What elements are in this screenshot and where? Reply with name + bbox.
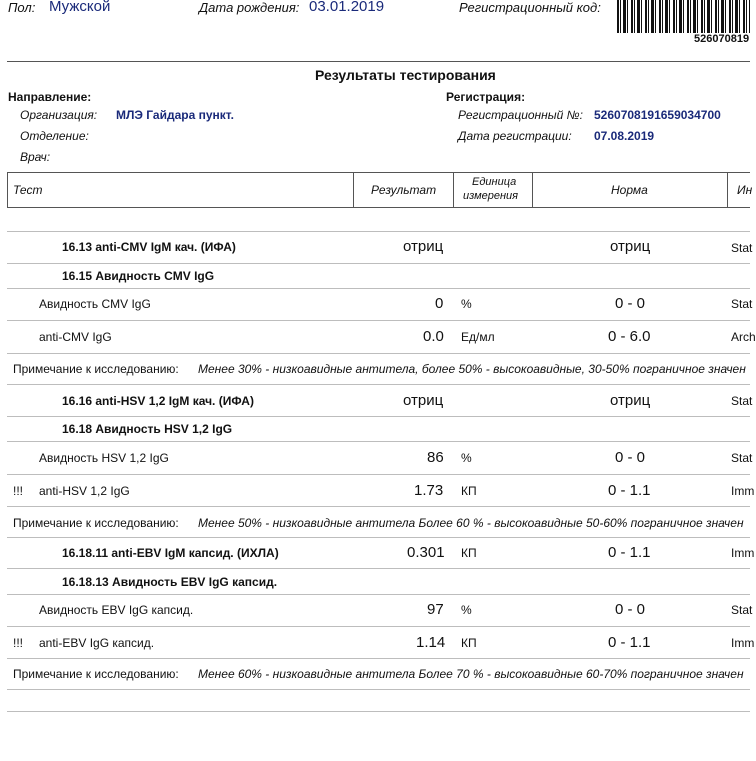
- test-name: 16.18 Авидность HSV 1,2 IgG: [62, 422, 233, 436]
- direction-label: Направление:: [8, 90, 92, 104]
- doctor-label: Врач:: [20, 150, 51, 164]
- test-name: anti-EBV IgG капсид.: [39, 636, 155, 650]
- test-result: 0: [435, 295, 444, 312]
- test-norm: 0 - 1.1: [608, 482, 651, 499]
- test-unit: КП: [461, 484, 477, 498]
- test-result: отриц: [403, 392, 444, 409]
- col-header-result: Результат: [371, 183, 437, 197]
- test-extra: Imm: [731, 484, 755, 498]
- dob-value: 03.01.2019: [309, 0, 385, 15]
- test-extra: Imm: [731, 636, 755, 650]
- test-name: 16.18.13 Авидность EBV IgG капсид.: [62, 575, 278, 589]
- barcode-number: 526070819: [694, 33, 750, 45]
- test-norm: 0 - 0: [615, 601, 646, 618]
- test-unit: КП: [461, 636, 477, 650]
- dob-label: Дата рождения:: [199, 0, 300, 15]
- test-result: 86: [427, 449, 444, 466]
- test-result: 0.0: [423, 328, 444, 345]
- table-header-top-border: [7, 172, 750, 173]
- note-label: Примечание к исследованию:: [13, 516, 179, 530]
- test-name: 16.16 anti-HSV 1,2 IgM кач. (ИФА): [62, 394, 254, 408]
- test-name: 16.15 Авидность CMV IgG: [62, 269, 215, 283]
- barcode-image: [617, 0, 750, 33]
- sex-label: Пол:: [8, 0, 36, 15]
- test-unit: %: [461, 451, 472, 465]
- col-header-norm: Норма: [611, 183, 648, 197]
- header-divider: [7, 61, 750, 62]
- test-extra: Stat: [731, 394, 753, 408]
- test-result: 1.73: [414, 482, 444, 499]
- note-text: Менее 50% - низкоавидные антитела Более 60 % - высокоавидные 50-60% пограничное значен: [198, 516, 744, 530]
- test-norm: отриц: [610, 238, 651, 255]
- test-norm: 0 - 1.1: [608, 544, 651, 561]
- col-header-extra: Ин: [737, 183, 753, 197]
- col-header-unit-line1: Единица: [472, 176, 517, 188]
- org-label: Организация:: [20, 108, 98, 122]
- dept-label: Отделение:: [20, 129, 89, 143]
- test-extra: Stat: [731, 451, 753, 465]
- note-label: Примечание к исследованию:: [13, 362, 179, 376]
- test-norm: отриц: [610, 392, 651, 409]
- test-result: 97: [427, 601, 444, 618]
- reg-num-label: Регистрационный №:: [458, 108, 583, 122]
- test-extra: Arch: [731, 330, 756, 344]
- test-name: anti-HSV 1,2 IgG: [39, 484, 130, 498]
- col-header-test: Тест: [13, 183, 43, 197]
- org-value: МЛЭ Гайдара пункт.: [116, 108, 234, 122]
- regcode-label: Регистрационный код:: [459, 0, 601, 15]
- test-name: Авидность CMV IgG: [39, 297, 151, 311]
- test-result: 0.301: [407, 544, 445, 561]
- test-unit: %: [461, 297, 472, 311]
- note-text: Менее 60% - низкоавидные антитела Более 70 % - высокоавидные 60-70% пограничное значен: [198, 667, 744, 681]
- reg-num-value: 5260708191659034700: [594, 108, 721, 122]
- test-name: 16.13 anti-CMV IgM кач. (ИФА): [62, 240, 236, 254]
- col-header-unit-line2: измерения: [463, 190, 519, 202]
- test-extra: Stat: [731, 603, 753, 617]
- test-name: Авидность HSV 1,2 IgG: [39, 451, 169, 465]
- table-header-bottom-border: [7, 207, 750, 208]
- sex-value: Мужской: [49, 0, 111, 15]
- page-title: Результаты тестирования: [315, 67, 496, 83]
- alert-flag: !!!: [13, 636, 24, 650]
- registration-label: Регистрация:: [446, 90, 526, 104]
- test-norm: 0 - 0: [615, 449, 646, 466]
- alert-flag: !!!: [13, 484, 24, 498]
- test-name: Авидность EBV IgG капсид.: [39, 603, 194, 617]
- test-extra: Imm: [731, 546, 755, 560]
- test-result: отриц: [403, 238, 444, 255]
- note-text: Менее 30% - низкоавидные антитела, более 50% - высокоавидные, 30-50% пограничное значен: [198, 362, 746, 376]
- test-norm: 0 - 6.0: [608, 328, 651, 345]
- test-extra: Stat: [731, 241, 753, 255]
- test-norm: 0 - 1.1: [608, 634, 651, 651]
- reg-date-label: Дата регистрации:: [458, 129, 572, 143]
- note-label: Примечание к исследованию:: [13, 667, 179, 681]
- reg-date-value: 07.08.2019: [594, 129, 655, 143]
- test-name: 16.18.11 anti-EBV IgM капсид. (ИХЛА): [62, 546, 279, 560]
- test-name: anti-CMV IgG: [39, 330, 112, 344]
- test-unit: КП: [461, 546, 477, 560]
- test-norm: 0 - 0: [615, 295, 646, 312]
- test-unit: %: [461, 603, 472, 617]
- test-unit: Ед/мл: [461, 330, 495, 344]
- test-result: 1.14: [416, 634, 446, 651]
- test-extra: Stat: [731, 297, 753, 311]
